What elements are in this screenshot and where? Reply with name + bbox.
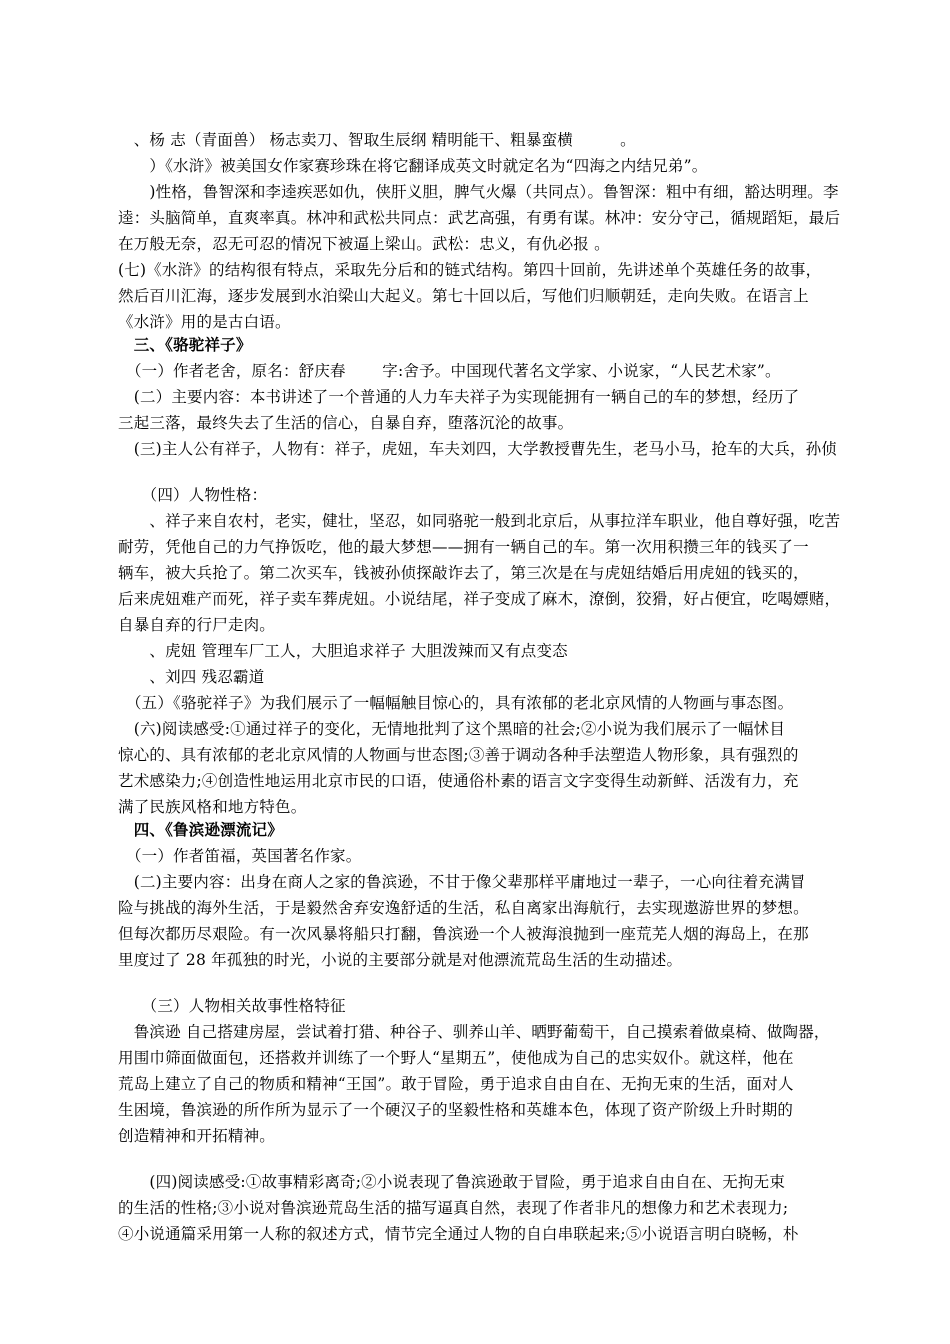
text-line: （四）人物性格：	[118, 486, 268, 504]
text-line: (六)阅读感受:①通过祥子的变化，无情地批判了这个黑暗的社会;②小说为我们展示了一幅怵目	[118, 720, 786, 738]
text-line: 但每次都历尽艰险。有一次风暴将船只打翻，鲁滨逊一个人被海浪抛到一座荒芜人烟的海岛上，在那	[118, 925, 809, 943]
text-line: 险与挑战的海外生活，于是毅然舍弃安逸舒适的生活，私自离家出海航行，去实现遨游世界的梦想。	[118, 899, 809, 917]
section-heading: 三、《骆驼祥子》	[118, 335, 252, 354]
text-line: 的生活的性格;③小说对鲁滨逊荒岛生活的描写逼真自然，表现了作者非凡的想像力和艺术表现力;	[118, 1199, 789, 1217]
text-line: （三）人物相关故事性格特征	[118, 997, 346, 1015]
text-line: 创造精神和开拓精神。	[118, 1127, 276, 1145]
text-line: 鲁滨逊 自己搭建房屋，尝试着打猎、种谷子、驯养山羊、晒野葡萄干，自己摸索着做桌椅、做陶器，	[118, 1023, 830, 1041]
text-line: （五）《骆驼祥子》为我们展示了一幅幅触目惊心的，具有浓郁的老北京风情的人物画与事态图。	[118, 694, 794, 712]
text-line: ）《水浒》被美国女作家赛珍珠在将它翻译成英文时就定名为“四海之内结兄弟”。	[118, 157, 708, 175]
text-line: 在万般无奈，忍无可忍的情况下被逼上梁山。武松：忠义，有仇必报 。	[118, 235, 610, 253]
text-line: 、杨 志（青面兽） 杨志卖刀、智取生辰纲 精明能干、粗暴蛮横 。	[118, 131, 636, 149]
text-line: 三起三落，最终失去了生活的信心，自暴自弃，堕落沉沦的故事。	[118, 414, 574, 432]
text-line: 辆车，被大兵抢了。第二次买车，钱被孙侦探敲诈去了，第三次是在与虎妞结婚后用虎妞的钱买的，	[118, 564, 809, 582]
text-line: 后来虎妞难产而死，祥子卖车葬虎妞。小说结尾，祥子变成了麻木，潦倒，狡猾，好占便宜，吃喝嫖赌，	[118, 590, 841, 608]
text-line: 然后百川汇海，逐步发展到水泊梁山大起义。第七十回以后，写他们归顺朝廷，走向失败。在语言上	[118, 287, 809, 305]
text-line: （一）作者老舍，原名：舒庆春 字:舍予。中国现代著名文学家、小说家，“人民艺术家”。	[118, 362, 781, 380]
text-line: （一）作者笛福，英国著名作家。	[118, 847, 362, 865]
text-line: 荒岛上建立了自己的物质和精神“王国”。敢于冒险，勇于追求自由自在、无拘无束的生活，面对人	[118, 1075, 794, 1093]
text-line: 逵：头脑简单，直爽率真。林冲和武松共同点：武艺高强，有勇有谋。林冲：安分守己，循规蹈矩，最后	[118, 209, 841, 227]
text-line: 里度过了 28 年孤独的时光，小说的主要部分就是对他漂流荒岛生活的生动描述。	[118, 951, 683, 969]
text-line: ④小说通篇采用第一人称的叙述方式，情节完全通过人物的自白串联起来;⑤小说语言明白晓畅，朴	[118, 1225, 799, 1243]
text-line: (四)阅读感受:①故事精彩离奇;②小说表现了鲁滨逊敢于冒险，勇于追求自由自在、无拘无束	[118, 1173, 786, 1191]
text-line: 满了民族风格和地方特色。	[118, 798, 307, 816]
text-line: 、祥子来自农村，老实，健壮，坚忍，如同骆驼一般到北京后，从事拉洋车职业，他自尊好强，吃苦	[118, 512, 841, 530]
text-line: 、虎妞 管理车厂工人，大胆追求祥子 大胆泼辣而又有点变态	[118, 642, 568, 660]
text-line: (二)主要内容：出身在商人之家的鲁滨逊，不甘于像父辈那样平庸地过一辈子，一心向往着充满冒	[118, 873, 806, 891]
text-line: (三)主人公有祥子，人物有：祥子，虎妞，车夫刘四，大学教授曹先生，老马小马，抢车的大兵，孙侦	[118, 440, 837, 458]
text-line: 艺术感染力;④创造性地运用北京市民的口语，使通俗朴素的语言文字变得生动新鲜、活泼有力，充	[118, 772, 799, 790]
text-line: 《水浒》用的是古白语。	[118, 313, 291, 331]
text-line: 惊心的、具有浓郁的老北京风情的人物画与世态图;③善于调动各种手法塑造人物形象，具有强烈的	[118, 746, 799, 764]
text-line: 自暴自弃的行尸走肉。	[118, 616, 276, 634]
text-line: (七)《水浒》的结构很有特点，采取先分后和的链式结构。第四十回前，先讲述单个英雄任务的故事，	[118, 261, 822, 279]
text-line: 耐劳，凭他自己的力气挣饭吃，他的最大梦想——拥有一辆自己的车。第一次用积攒三年的钱买了一	[118, 538, 809, 556]
text-line: 、刘四 残忍霸道	[118, 668, 265, 686]
section-heading: 四、《鲁滨逊漂流记》	[118, 820, 283, 839]
text-line: (二）主要内容：本书讲述了一个普通的人力车夫祥子为实现能拥有一辆自己的车的梦想，经历了	[118, 388, 800, 406]
text-line: 生困境，鲁滨逊的所作所为显示了一个硬汉子的坚毅性格和英雄本色，体现了资产阶级上升时期的	[118, 1101, 794, 1119]
text-line: )性格，鲁智深和李逵疾恶如仇，侠肝义胆，脾气火爆（共同点）。鲁智深：粗中有细，豁达明理。李	[118, 183, 839, 201]
text-line: 用围巾筛面做面包，还搭救并训练了一个野人“星期五”，使他成为自己的忠实奴仆。就这样，他在	[118, 1049, 794, 1067]
